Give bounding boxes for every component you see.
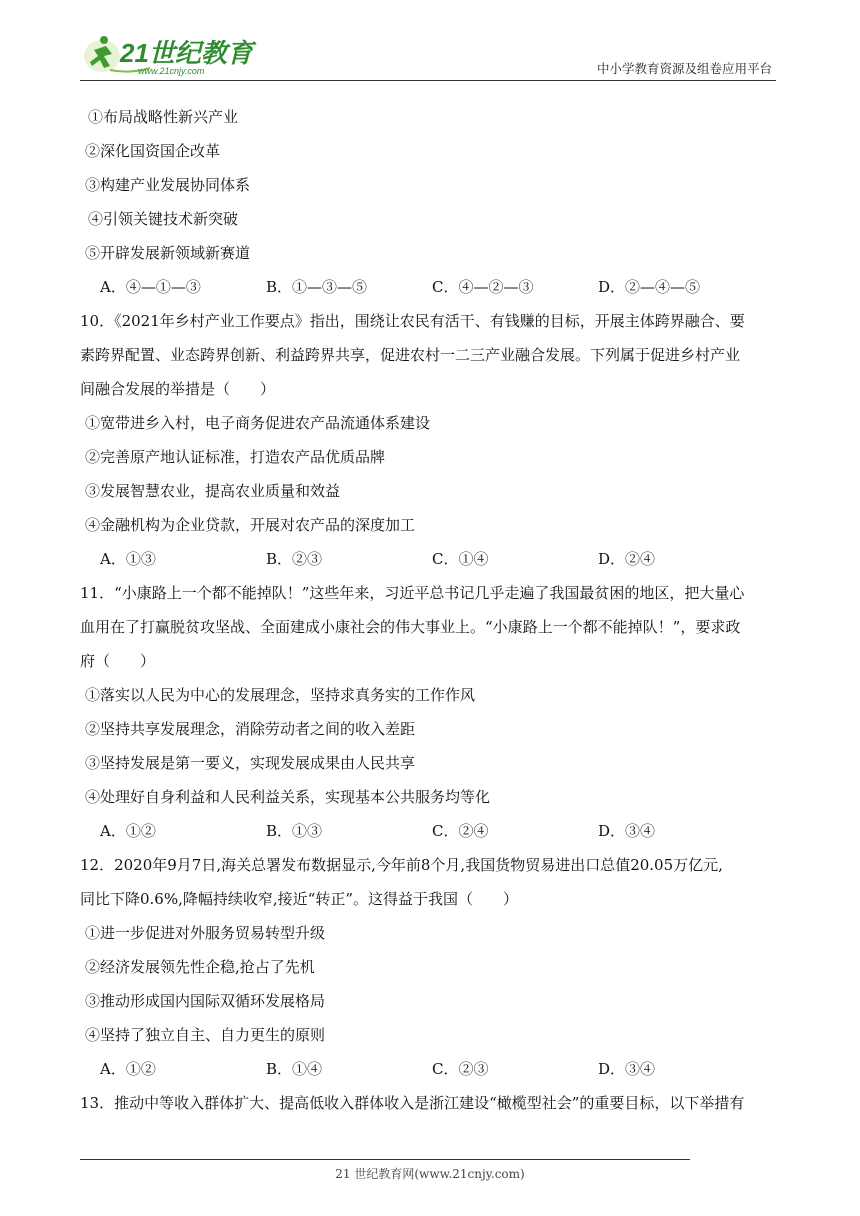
q11-stem-line-1: 11．“小康路上一个都不能掉队！”这些年来，习近平总书记几乎走遍了我国最贫困的地区，把大量心 (80, 584, 745, 602)
q10-stem-line-3: 间融合发展的举措是（ ） (80, 380, 276, 398)
q11-item-4: ④处理好自身利益和人民利益关系，实现基本公共服务均等化 (85, 788, 491, 806)
q12-item-3: ③推动形成国内国际双循环发展格局 (85, 992, 326, 1010)
q11-item-1: ①落实以人民为中心的发展理念，坚持求真务实的工作作风 (85, 686, 476, 704)
q12-option-a[interactable]: A．①② (100, 1060, 156, 1078)
q9-item-5: ⑤开辟发展新领域新赛道 (85, 244, 251, 262)
q11-item-2: ②坚持共享发展理念，消除劳动者之间的收入差距 (85, 720, 416, 738)
q12-option-c[interactable]: C．②③ (432, 1060, 489, 1078)
logo-subtext: www.21cnjy.com (138, 66, 205, 76)
q9-option-a[interactable]: A．④—①—③ (100, 278, 201, 296)
page-header (0, 0, 860, 90)
q12-item-2: ②经济发展领先性企稳,抢占了先机 (85, 958, 315, 976)
q10-options (80, 542, 780, 576)
q11-option-d[interactable]: D．③④ (598, 822, 656, 840)
q10-item-2: ②完善原产地认证标准，打造农产品优质品牌 (85, 448, 386, 466)
q9-item-3: ③构建产业发展协同体系 (85, 176, 251, 194)
q10-stem-line-1: 10．《2021年乡村产业工作要点》指出，围绕让农民有活干、有钱赚的目标，开展主体跨界融合、要 (80, 312, 745, 330)
q10-item-4: ④金融机构为企业贷款，开展对农产品的深度加工 (85, 516, 416, 534)
q9-option-c[interactable]: C．④—②—③ (432, 278, 534, 296)
q11-options (80, 814, 780, 848)
q11-stem-line-2: 血用在了打赢脱贫攻坚战、全面建成小康社会的伟大事业上。“小康路上一个都不能掉队！”，要求政 (80, 618, 741, 636)
q11-option-a[interactable]: A．①② (100, 822, 156, 840)
q9-item-4: ④引领关键技术新突破 (88, 210, 239, 228)
q11-item-3: ③坚持发展是第一要义，实现发展成果由人民共享 (85, 754, 416, 772)
q11-option-b[interactable]: B．①③ (266, 822, 323, 840)
q10-option-c[interactable]: C．①④ (432, 550, 489, 568)
q11-option-c[interactable]: C．②④ (432, 822, 489, 840)
q9-item-1: ①布局战略性新兴产业 (88, 108, 239, 126)
q12-item-4: ④坚持了独立自主、自力更生的原则 (85, 1026, 326, 1044)
q12-stem-line-2: 同比下降0.6%,降幅持续收窄,接近“转正”。这得益于我国（ ） (80, 890, 518, 908)
q10-item-1: ①宽带进乡入村，电子商务促进农产品流通体系建设 (85, 414, 431, 432)
q12-option-b[interactable]: B．①④ (266, 1060, 323, 1078)
q11-stem-line-3: 府（ ） (80, 652, 156, 670)
q12-options (80, 1052, 780, 1086)
q12-stem-line-1: 12．2020年9月7日,海关总署发布数据显示,今年前8个月,我国货物贸易进出口总值20.05万亿元, (80, 856, 723, 874)
21cnjy-logo (80, 30, 260, 78)
header-divider (80, 80, 776, 81)
q10-option-a[interactable]: A．①③ (100, 550, 156, 568)
q10-stem-line-2: 素跨界配置、业态跨界创新、利益跨界共享，促进农村一二三产业融合发展。下列属于促进乡村产业 (80, 346, 741, 364)
q9-option-b[interactable]: B．①—③—⑤ (266, 278, 368, 296)
q12-option-d[interactable]: D．③④ (598, 1060, 656, 1078)
q12-item-1: ①进一步促进对外服务贸易转型升级 (85, 924, 326, 942)
q10-option-d[interactable]: D．②④ (598, 550, 656, 568)
page-footer: 21 世纪教育网(www.21cnjy.com) (335, 1167, 525, 1181)
logo-text: 21世纪教育 (120, 38, 253, 68)
platform-label: 中小学教育资源及组卷应用平台 (596, 61, 772, 76)
question-content (80, 100, 780, 1120)
q10-item-3: ③发展智慧农业，提高农业质量和效益 (85, 482, 341, 500)
q9-option-d[interactable]: D．②—④—⑤ (598, 278, 701, 296)
q10-option-b[interactable]: B．②③ (266, 550, 323, 568)
q13-stem-line-1: 13．推动中等收入群体扩大、提高低收入群体收入是浙江建设“橄榄型社会”的重要目标，以下举措有 (80, 1094, 745, 1112)
footer-divider (80, 1159, 690, 1160)
q9-item-2: ②深化国资国企改革 (85, 142, 221, 160)
q9-options (80, 270, 780, 304)
